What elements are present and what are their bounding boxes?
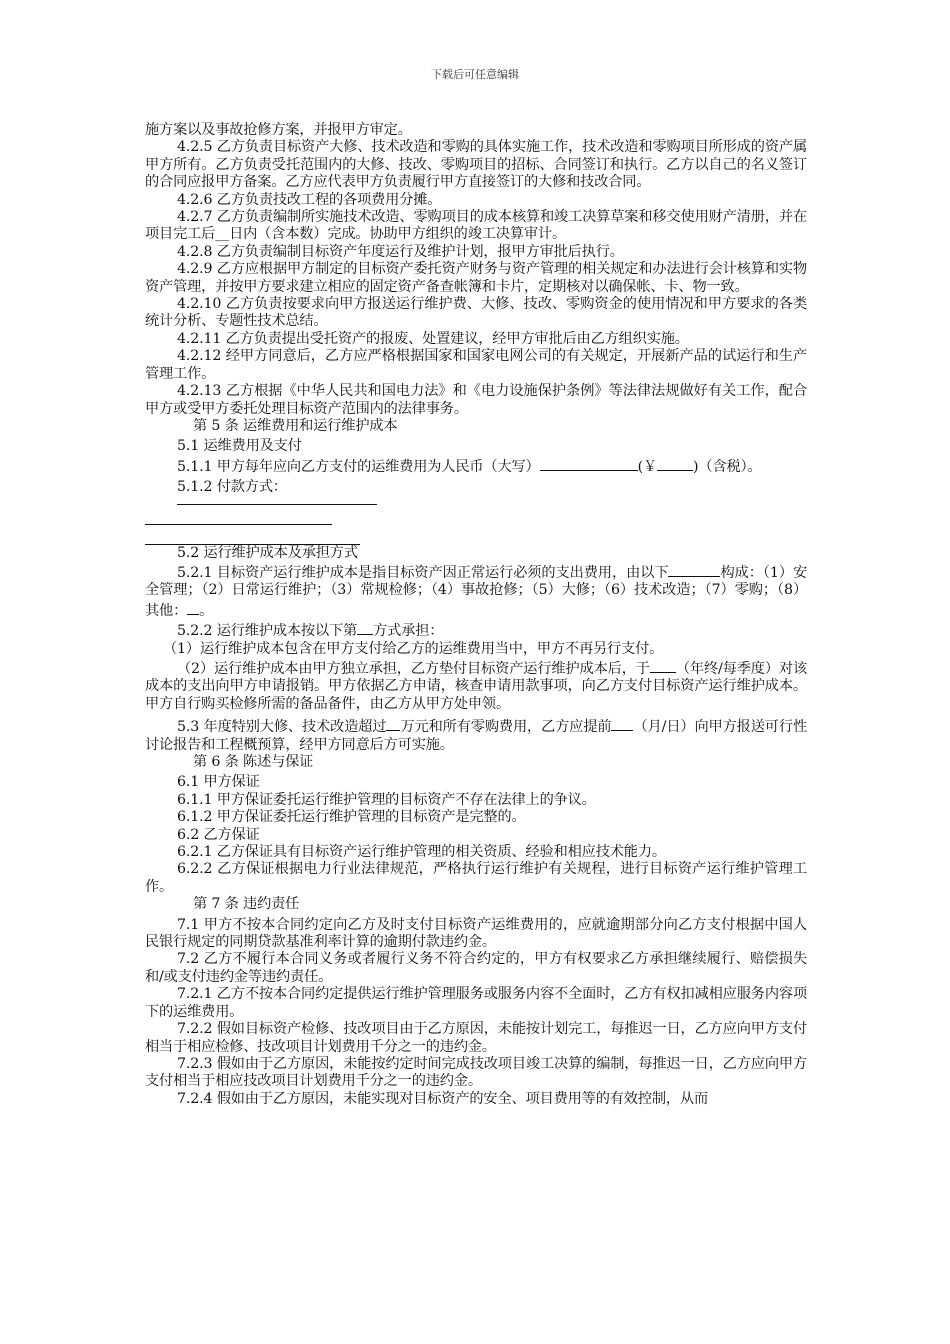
page-header: 下载后可任意编辑	[431, 68, 519, 81]
clause-4-2-7: 4.2.7 乙方负责编制所实施技术改造、零购项目的成本核算和竣工决算草案和移交使用财产清册，并在项目完工后__日内（含本数）完成。协助甲方组织的竣工决算审计。	[145, 209, 807, 243]
clause-7-2-4: 7.2.4 假如由于乙方原因，未能实现对目标资产的安全、项目费用等的有效控制，从而	[177, 1090, 709, 1107]
section-5-1: 5.1 运维费用及支付	[177, 438, 302, 455]
clause-6-1-2: 6.1.2 甲方保证委托运行维护管理的目标资产是完整的。	[177, 809, 526, 826]
clause-4-2-12: 4.2.12 经甲方同意后，乙方应严格根据国家和国家电网公司的有关规定，开展新产品的试运行和生产管理工作。	[145, 348, 807, 382]
text: (￥	[637, 458, 658, 475]
clause-7-2-3: 7.2.3 假如由于乙方原因，未能按约定时间完成技改项目竣工决算的编制，每推迟一日，乙方应向甲方支付相当于相应技改项目计划费用千分之一的违约金。	[145, 1055, 807, 1090]
clause-4-2-9: 4.2.9 乙方应根据甲方制定的目标资产委托资产财务与资产管理的相关规定和办法进行会计核算和实物资产管理，并按甲方要求建立相应的固定资产备查帐簿和卡片，定期核对以确保帐、卡、物一致。	[145, 261, 807, 295]
article-7-heading: 第 7 条 违约责任	[193, 896, 300, 913]
section-5-2: 5.2 运行维护成本及承担方式	[177, 544, 358, 561]
clause-6-1-1: 6.1.1 甲方保证委托运行维护管理的目标资产不存在法律上的争议。	[177, 791, 596, 808]
article-5-heading: 第 5 条 运维费用和运行维护成本	[193, 417, 398, 434]
paragraph: 施方案以及事故抢修方案，并报甲方审定。	[145, 122, 412, 138]
text: （2）运行维护成本由甲方独立承担，乙方垫付目标资产运行维护成本后，于	[177, 660, 650, 677]
clause-7-2: 7.2 乙方不履行本合同义务或者履行义务不符合约定的，甲方有权要求乙方承担继续履行、赔偿损失和/或支付违约金等违约责任。	[145, 951, 807, 985]
clause-4-2-10: 4.2.10 乙方负责按要求向甲方报送运行维护费、大修、技改、零购资金的使用情况和甲方要求的各类统计分析、专题性技术总结。	[145, 296, 807, 330]
blank	[650, 658, 676, 673]
text: )（含税）。	[693, 458, 762, 475]
clause-5-3	[145, 716, 807, 754]
amount-blank	[540, 456, 638, 471]
section-6-1: 6.1 甲方保证	[177, 774, 260, 791]
text: 。	[199, 602, 214, 619]
text: 方式承担：	[373, 623, 444, 640]
clause-5-2-2	[145, 620, 807, 640]
clause-5-1-1	[145, 456, 807, 476]
blank	[357, 620, 373, 635]
clause-6-2-2: 6.2.2 乙方保证根据电力行业法律规范，严格执行运行维护有关规程，进行目标资产运行维护管理工作。	[145, 861, 807, 895]
blank	[611, 716, 633, 731]
article-6-heading: 第 6 条 陈述与保证	[193, 754, 314, 770]
blank	[187, 600, 199, 615]
text: 万元和所有零购费用，乙方应提前	[400, 719, 612, 736]
clause-5-1-2: 5.1.2 付款方式：	[177, 479, 287, 496]
blank	[668, 562, 720, 577]
text: 5.1.1 甲方每年应向乙方支付的运维费用为人民币（大写）	[177, 458, 540, 475]
option-1: （1）运行维护成本包含在甲方支付给乙方的运维费用当中，甲方不再另行支付。	[163, 640, 664, 657]
text: 5.2.1 目标资产运行维护成本是指目标资产因正常运行必须的支出费用，由以下	[177, 564, 669, 581]
document-body	[145, 122, 807, 1108]
clause-7-2-2: 7.2.2 假如目标资产检修、技改项目由于乙方原因，未能按计划完工，每推迟一日，乙方应向甲方支付相当于相应检修、技改项目计划费用千分之一的违约金。	[145, 1021, 807, 1055]
option-2	[145, 658, 807, 713]
clause-4-2-8: 4.2.8 乙方负责编制目标资产年度运行及维护计划，报甲方审批后执行。	[177, 243, 624, 260]
text: （月/日）向甲方报送可行性讨论报告和工程概预算，经甲方同意后方可实施。	[145, 719, 807, 753]
amount-number-blank	[657, 456, 693, 471]
text: 5.2.2 运行维护成本按以下第	[177, 623, 358, 640]
text: 5.3 年度特别大修、技术改造超过	[177, 719, 387, 736]
clause-4-2-5: 4.2.5 乙方负责目标资产大修、技术改造和零购的具体实施工作，技术改造和零购项目所形成的资产属甲方所有。乙方负责受托范围内的大修、技改、零购项目的招标、合同签订和执行。乙方以自己的名义签订的合同应报甲方备案。乙方应代表甲方负责履行甲方直接签订的大修和技改合同。	[145, 139, 807, 191]
text: （年终/每季度）对该成本的支出向甲方申请报销。甲方依据乙方申请，核查申请用款事项，向乙方支付目标资产运行维护成本。甲方自行购买检修所需的备品备件，由乙方从甲方处申领。	[145, 660, 808, 712]
clause-7-2-1: 7.2.1 乙方不按本合同约定提供运行维护管理服务或服务内容不全面时，乙方有权扣减相应服务内容项下的运维费用。	[145, 986, 807, 1020]
text: 构成：（1）安全管理；（2）日常运行维护；（3）常规检修；（4）事故抢修；（5）大修；（6）技术改造；（7）零购；（8）其他：	[145, 564, 807, 619]
clause-5-2-1	[145, 562, 807, 620]
clause-7-1: 7.1 甲方不按本合同约定向乙方及时支付目标资产运维费用的，应就逾期部分向乙方支付根据中国人民银行规定的同期贷款基准利率计算的逾期付款违约金。	[145, 916, 807, 951]
blank	[386, 716, 400, 731]
clause-4-2-11: 4.2.11 乙方负责提出受托资产的报废、处置建议，经甲方审批后由乙方组织实施。	[177, 330, 689, 347]
section-6-2: 6.2 乙方保证	[177, 826, 260, 843]
clause-6-2-1: 6.2.1 乙方保证具有目标资产运行维护管理的相关资质、经验和相应技术能力。	[177, 844, 666, 861]
clause-4-2-13: 4.2.13 乙方根据《中华人民共和国电力法》和《电力设施保护条例》等法律法规做好有关工作，配合甲方或受甲方委托处理目标资产范围内的法律事务。	[145, 383, 807, 417]
clause-4-2-6: 4.2.6 乙方负责技改工程的各项费用分摊。	[177, 191, 442, 208]
